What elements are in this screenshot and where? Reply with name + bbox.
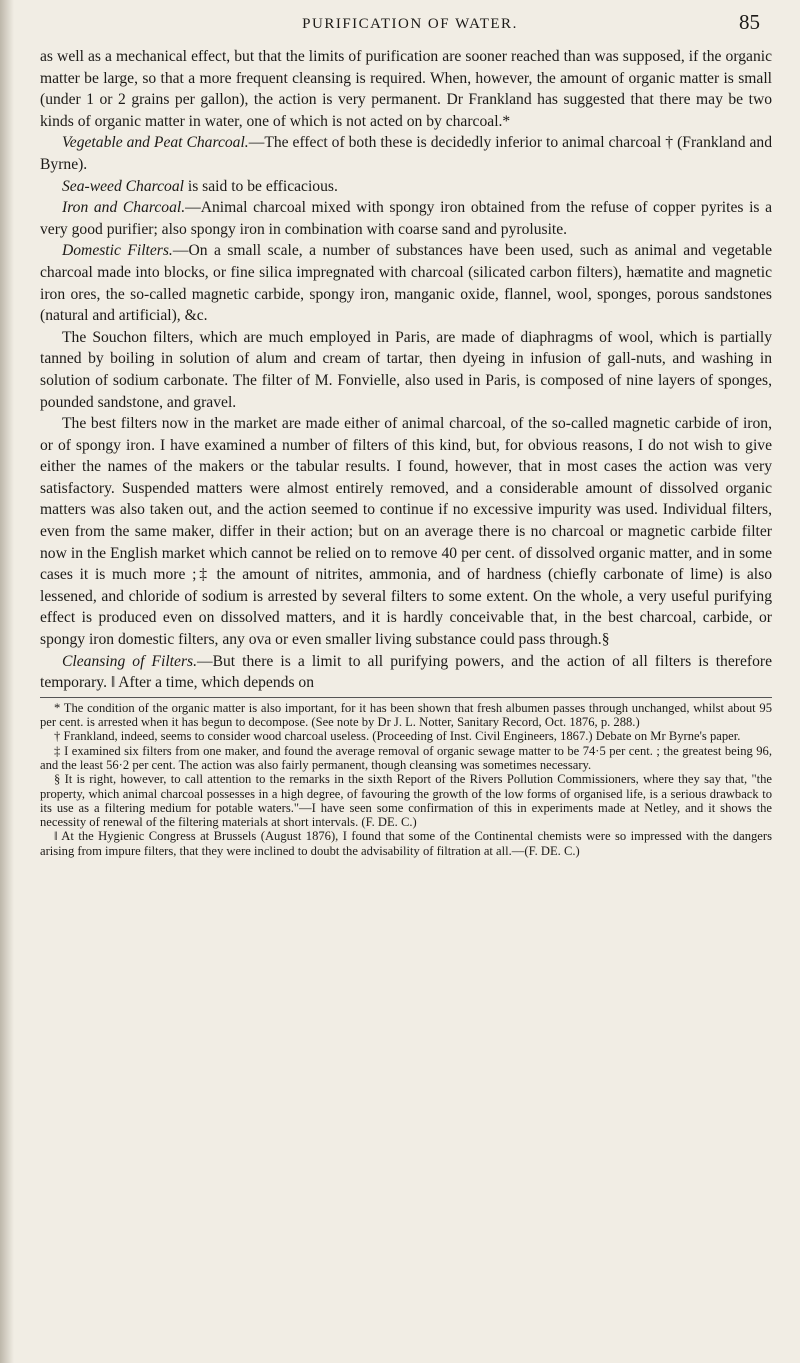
paragraph <box>40 240 772 326</box>
paragraph-text: The best filters now in the market are made either of animal charcoal, of the so-called magnetic carbide of iron, or of spongy iron. I have examined a number of filters of this kind, but, for obvious reasons, I do not wish to give either the names of the makers or the tabular results. I found, however, that in most cases the action was very satisfactory. Suspended matters were almost entirely removed, and a considerable amount of dissolved organic matters was also taken out, and the action seemed to continue if no excessive impurity was used. Individual filters, even from the same maker, differ in their action; but on an average there is no charcoal or magnetic carbide filter now in the English market which cannot be relied on to remove 40 per cent. of dissolved organic matter, and in some cases it is much more ;‡ the amount of nitrites, ammonia, and of hardness (chiefly carbonate of lime) is also lessened, and chloride of sodium is arrested by several filters to some extent. On the whole, a very useful purifying effect is produced even on dissolved matters, and it is hardly conceivable that, in the best charcoal, carbide, or spongy iron domestic filters, any ova or even smaller living substance could pass through.§ <box>40 415 772 649</box>
running-head: PURIFICATION OF WATER. <box>302 16 518 32</box>
paragraph <box>40 413 772 651</box>
footnote: ‡ I examined six filters from one maker, and found the average removal of organic sewage matter to be 74·5 per cent. ; the greatest being 96, and the least 56·2 per cent. The action was also fairly permanent, though cleansing was sometimes necessary. <box>40 743 772 772</box>
page-body <box>40 46 772 858</box>
page-header <box>60 10 760 42</box>
paragraph <box>40 327 772 413</box>
footnote: * The condition of the organic matter is also important, for it has been shown that fresh albumen passes through unchanged, whilst about 95 per cent. is arrested when it has begun to decompose. (See note by Dr J. L. Notter, Sanitary Record, Oct. 1876, p. 288.) <box>40 700 772 730</box>
footnote: ‖ At the Hygienic Congress at Brussels (August 1876), I found that some of the Continental chemists were so impressed with the dangers arising from impure filters, that they were inclined to doubt the advisability of filtration at all.—(F. DE. C.) <box>40 829 772 858</box>
footnote: § It is right, however, to call attention to the remarks in the sixth Report of the Rivers Pollution Commissioners, where they say that, "the property, which animal charcoal possesses in a high degree, of favouring the growth of the low forms of organised life, is a serious drawback to its use as a filtering medium for potable waters."—I have seen some confirmation of this in experiments made at Netley, and it shows the necessity of renewal of the filtering materials at short intervals. (F. DE. C.) <box>40 772 772 830</box>
paragraph-heading: Iron and Charcoal. <box>62 199 186 217</box>
paragraph <box>40 651 772 694</box>
paragraph <box>40 46 772 132</box>
paragraph-text: —But there is a limit to all purifying powers, and the action of all filters is therefore temporary. ‖ After a time, which depends on <box>40 652 772 692</box>
paragraph-heading: Sea-weed Charcoal <box>62 177 184 195</box>
paragraph-text: The Souchon filters, which are much employed in Paris, are made of diaphragms of wool, which is partially tanned by boiling in solution of alum and cream of tartar, then dyeing in infusion of gall-nuts, and washing in solution of sodium carbonate. The filter of M. Fonvielle, also used in Paris, is composed of nine layers of sponges, pounded sandstone, and gravel. <box>40 328 772 411</box>
paragraph-text: —On a small scale, a number of substances have been used, such as animal and vegetable charcoal made into blocks, or fine silica impregnated with charcoal (silicated carbon filters), hæmatite and magnetic iron ores, the so-called magnetic carbide, spongy iron, manganic oxide, flannel, wool, sponges, porous sandstones (natural and artificial), &c. <box>40 242 772 325</box>
footnote: † Frankland, indeed, seems to consider wood charcoal useless. (Proceeding of Inst. Civil Engineers, 1867.) Debate on Mr Byrne's paper. <box>54 729 741 744</box>
paragraph-heading: Domestic Filters. <box>62 242 173 260</box>
footnotes <box>40 697 772 858</box>
paragraph <box>40 197 772 240</box>
paragraph <box>40 176 772 198</box>
page-gutter-shadow <box>0 0 14 1363</box>
paragraph-heading: Vegetable and Peat Charcoal. <box>62 134 249 152</box>
paragraph-heading: Cleansing of Filters. <box>62 652 197 670</box>
paragraph-text: —Animal charcoal mixed with spongy iron obtained from the refuse of copper pyrites is a very good purifier; also spongy iron in combination with coarse sand and pyrolusite. <box>40 199 773 238</box>
paragraph-text: is said to be efficacious. <box>183 177 338 195</box>
main-text <box>40 46 772 694</box>
page-number: 85 <box>739 10 760 34</box>
paragraph <box>40 132 772 175</box>
paragraph-text: —The effect of both these is decidedly inferior to animal charcoal † (Frankland and Byrne). <box>40 134 772 173</box>
paragraph-text: as well as a mechanical effect, but that the limits of purification are sooner reached than was supposed, if the organic matter be large, so that a more frequent cleansing is required. When, however, the amount of organic matter is small (under 1 or 2 grains per gallon), the action is very permanent. Dr Frankland has suggested that there may be two kinds of organic matter in water, one of which is not acted on by charcoal.* <box>40 48 772 130</box>
